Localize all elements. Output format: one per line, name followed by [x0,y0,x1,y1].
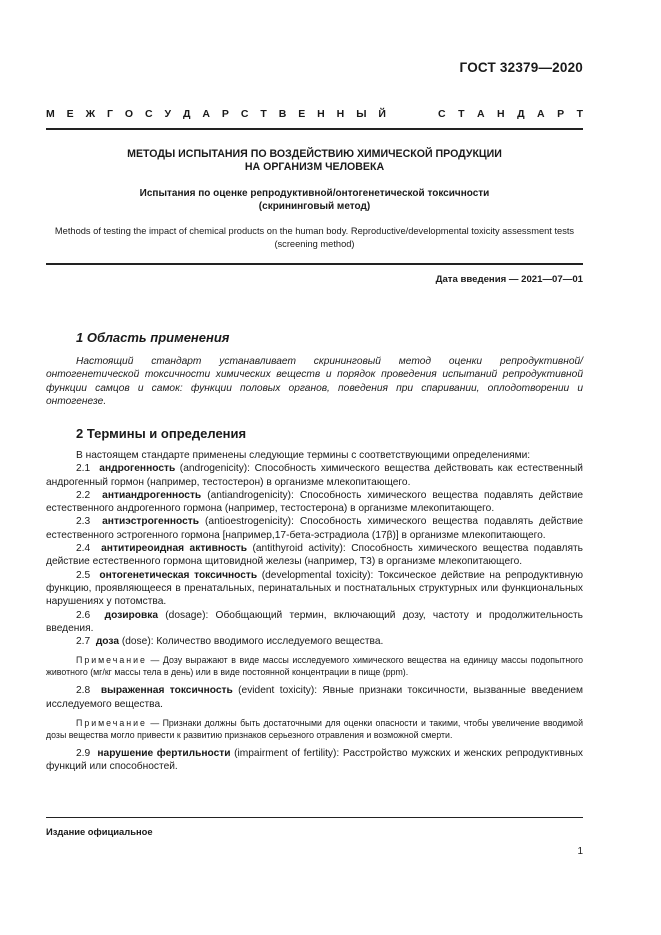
banner-letter: Н [497,108,505,120]
banner-letter: М [46,108,55,120]
introduction-date: Дата введения — 2021—07—01 [435,274,583,285]
section-2-heading: 2 Термины и определения [76,426,247,441]
banner-letter: Ы [356,108,367,120]
term-2-4: 2.4 антитиреоидная активность (antithyroid activity): Способность химического вещества подавлять действие естественного гормона щитовидной железы (например, Т3) в организме млекопитающего. [46,543,583,568]
banner-letter: Т [576,108,583,120]
banner-letter: С [438,108,446,120]
term-name: антиандрогенность [102,489,202,501]
term-name: нарушение фертильности [97,748,231,760]
term-name: онтогенетическая токсичность [99,569,258,581]
banner-letter: А [202,108,210,120]
term-name: антитиреоидная активность [101,543,247,555]
document-subtitle [46,187,583,213]
term-2-2: 2.2 антиандрогенность (antiandrogenicity): Способность химического вещества подавлять действие естественного андрогенного гормона (например, тестостерона) в организме млекопитающего. [46,489,583,515]
banner-letter: В [278,108,287,120]
banner-letter: С [145,108,153,120]
title-line-2: НА ОРГАНИЗМ ЧЕЛОВЕКА [244,161,385,173]
term-2-3: 2.3 антиэстрогенность (antioestrogenicity): Способность химического вещества подавлять действие естественного эстрогенного гормона [например,17-бета-эстрадиола (17β)] в организме млекопитающего. [46,516,583,541]
term-2-6: 2.6 дозировка (dosage): Обобщающий термин, включающий дозу, частоту и продолжительность введения. [46,609,583,634]
note-2: Примечание — Признаки должны быть достаточными для оценки опасности и такими, чтобы увеличение вводимой дозы вещества могло привести к развитию признаков серьезного отравления и возможной смерти. [46,718,583,741]
banner-letter: С [240,108,249,120]
term-name: андрогенность [99,463,176,475]
banner-letter: Р [557,108,565,120]
term-name: антиэстрогенность [102,516,200,528]
banner-letter: Е [298,108,306,120]
term-2-9: 2.9 нарушение фертильности (impairment of fertility): Расстройство мужских и женских репродуктивных функций или способностей. [46,748,583,773]
term-name: доза [95,636,119,648]
gost-number: ГОСТ 32379—2020 [459,60,583,75]
banner-word-right [438,108,583,120]
title-line-1: МЕТОДЫ ИСПЫТАНИЯ ПО ВОЗДЕЙСТВИЮ ХИМИЧЕСКОЙ ПРОДУКЦИИ [127,148,502,160]
section-1-paragraph: Настоящий стандарт устанавливает скрининговый метод оценки репродуктивной/онтогенетической токсичности химических веществ и порядок проведения испытаний репродуктивной функции самцов и самок: функции половых органов, поведения при спаривании, оплодотворении и онтогенезе. [46,356,583,407]
banner-letter: Н [336,108,345,120]
banner-word-left [46,108,386,120]
section-1-heading: 1 Область применения [76,330,230,345]
subtitle-line-2: (скрининговый метод) [258,201,371,212]
banner-letter: Н [317,108,325,120]
banner-letter: О [124,108,134,120]
banner-letter: Д [182,108,191,120]
term-name: дозировка [104,609,159,621]
page-number: 1 [577,846,583,857]
note-1: Примечание — Дозу выражают в виде массы исследуемого химического вещества на единицу массы подопытного животного (мг/кг массы тела в день) или в виде постоянной концентрации в пище (ppm). [46,655,583,678]
term-name: выраженная токсичность [100,685,233,697]
document-title [46,148,583,174]
section-2-lead: В настоящем стандарте применены следующие термины с соответствующими определениями: [76,450,531,461]
term-2-7: 2.7 доза (dose): Количество вводимого исследуемого вещества. [76,636,384,648]
section-2-body [46,449,583,774]
official-edition-label: Издание официальное [46,826,153,837]
section-1-body [46,355,583,408]
banner-letter: Р [221,108,229,120]
banner-letter: Г [107,108,113,120]
banner-letter: Ж [85,108,96,120]
term-2-5: 2.5 онтогенетическая токсичность (developmental toxicity): Токсическое действие на репродуктивную функцию, проявляющееся в пренатальных, перинатальных и постнатальных структурных или функциональных нарушениях у потомства. [46,569,583,608]
interstate-standard-banner [46,108,583,120]
banner-letter: Е [66,108,74,120]
subtitle-line-1: Испытания по оценке репродуктивной/онтогенетической токсичности [139,188,490,199]
banner-letter: А [537,108,545,120]
divider-title-bottom [46,263,583,265]
banner-letter: Й [378,108,386,120]
divider-footer [46,817,583,818]
english-title: Methods of testing the impact of chemical products on the human body. Reproductive/developmental toxicity assessment tests (screening method) [54,226,575,249]
banner-letter: У [164,108,172,120]
term-2-1: 2.1 андрогенность (androgenicity): Способность химического вещества действовать как естественный андрогенный гормон (например, тестостерон) в организме млекопитающего. [46,463,583,488]
banner-letter: А [476,108,485,120]
banner-letter: Т [260,108,267,120]
banner-letter: Т [458,108,465,120]
divider-top [46,128,583,130]
banner-letter: Д [517,108,525,120]
term-2-8: 2.8 выраженная токсичность (evident toxicity): Явные признаки токсичности, вызванные введением исследуемого вещества. [46,685,583,710]
